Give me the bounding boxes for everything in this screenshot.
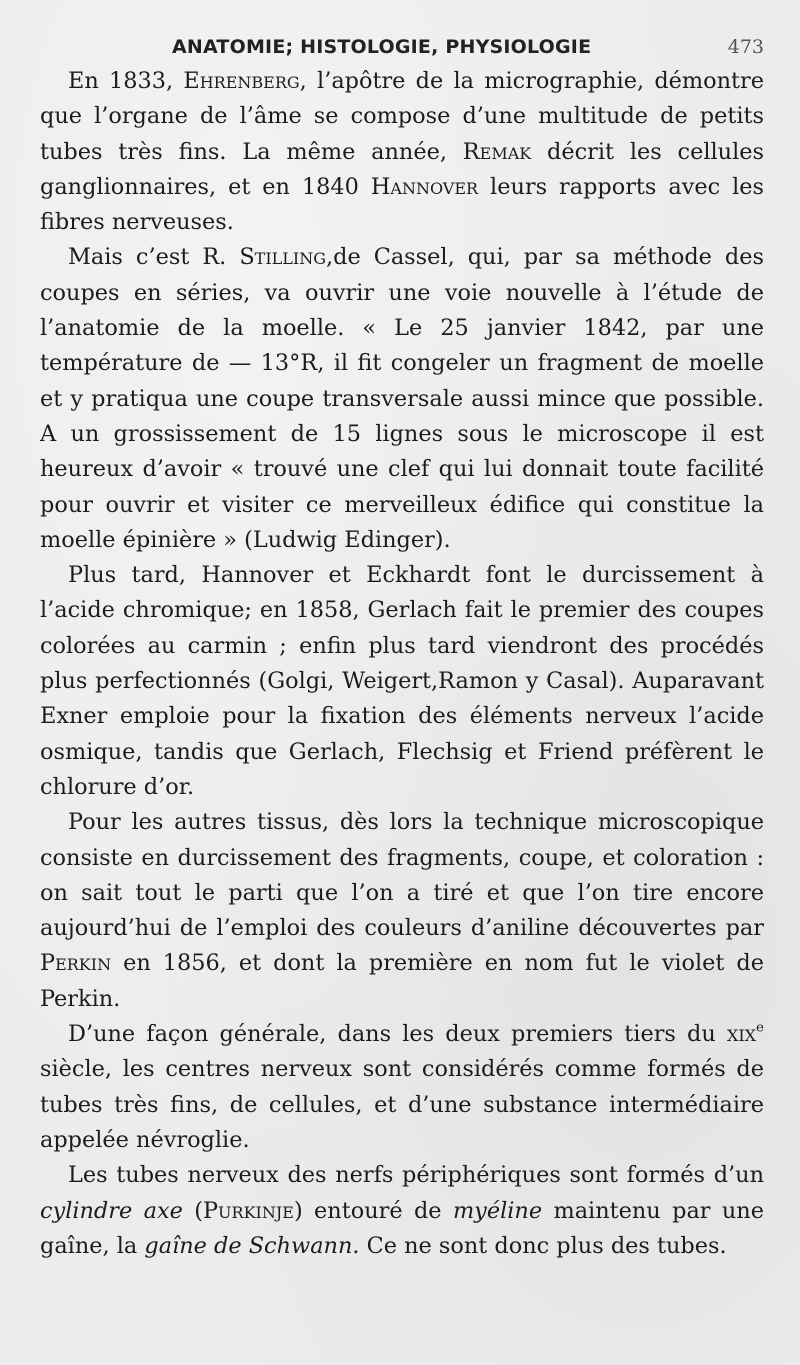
- running-title: ANATOMIE; HISTOLOGIE, PHYSIOLOGIE: [172, 36, 592, 58]
- p2-text-a: Mais c’est R.: [68, 244, 240, 271]
- paragraph-1: [40, 64, 764, 240]
- paragraph-6: [40, 1158, 764, 1264]
- p4-text-a: Pour les autres tissus, dès lors la technique microscopique consiste en durcissement des fragments, coupe, et coloration : on sait tout le parti que l’on a tiré et que l’on tire encore aujourd’hui de l’emploi des couleurs d’aniline découvertes par: [40, 809, 764, 942]
- p5-text-b: siècle, les centres nerveux sont considérés comme formés de tubes très fins, de cellules, et d’une substance intermédiaire appelée névroglie.: [40, 1056, 764, 1153]
- running-header: [40, 0, 764, 64]
- p1-text-c: décrit les cellules ganglionnaires, et en 1840: [40, 138, 764, 200]
- author-remak: Remak: [462, 138, 532, 165]
- p4-text-b: en 1856, et dont la première en nom fut le violet de Perkin.: [40, 950, 764, 1012]
- p6-text-a: Les tubes nerveux des nerfs périphériques sont formés d’un: [68, 1162, 764, 1189]
- author-stilling: Stilling: [239, 244, 326, 271]
- page-number: 473: [727, 36, 764, 58]
- paragraph-5: [40, 1017, 764, 1158]
- term-cylindre-axe: cylindre axe: [40, 1197, 183, 1224]
- p5-text-a: D’une façon générale, dans les deux premiers tiers du: [68, 1021, 727, 1048]
- century-numeral: xix: [726, 1021, 757, 1048]
- p1-text-a: En 1833,: [68, 68, 184, 94]
- p1-text-d: leurs rapports avec les fibres nerveuses.: [40, 173, 764, 236]
- author-ehrenberg: Ehrenberg: [183, 68, 300, 94]
- p6-text-e: Ce ne sont donc plus des tubes.: [359, 1232, 727, 1259]
- paragraph-4: [40, 805, 764, 1017]
- body-text: [40, 64, 764, 1264]
- p2-text-b: ,de Cassel, qui, par sa méthode des coupes en séries, va ouvrir une voie nouvelle à l’étude de l’anatomie de la moelle. « Le 25 janvier 1842, par une température de — 13°R, il fit congeler un fragment de moelle et y pratiqua une coupe transversale aussi mince que possible. A un grossissement de 15 lignes sous le microscope il est heureux d’avoir « trouvé une clef qui lui donnait toute facilité pour ouvrir et visiter ce merveilleux édifice qui constitue la moelle épinière » (Ludwig Edinger).: [40, 244, 764, 553]
- century-superscript: e: [756, 1020, 764, 1036]
- p1-text-b: , l’apôtre de la micrographie, démontre que l’organe de l’âme se compose d’une multitude de petits tubes très fins. La même année,: [40, 68, 764, 165]
- p6-text-d: maintenu par une gaîne, la: [40, 1197, 764, 1259]
- p6-text-b: (: [182, 1197, 203, 1224]
- term-gaine-de-schwann: gaîne de Schwann.: [144, 1232, 360, 1259]
- author-hannover: Hannover: [370, 173, 479, 200]
- p6-text-c: ) entouré de: [293, 1197, 453, 1224]
- author-purkinje: Purkinje: [202, 1197, 294, 1224]
- term-myeline: myéline: [452, 1197, 543, 1224]
- paragraph-3: Plus tard, Hannover et Eckhardt font le durcissement à l’acide chromique; en 1858, Gerlach fait le premier des coupes colorées au carmin ; enfin plus tard viendront des procédés plus perfectionnés (Golgi, Weigert,Ramon y Casal). Auparavant Exner emploie pour la fixation des éléments nerveux l’acide osmique, tandis que Gerlach, Flechsig et Friend préfèrent le chlorure d’or.: [40, 562, 764, 800]
- paragraph-2: [40, 240, 764, 558]
- author-perkin: Perkin: [40, 950, 112, 977]
